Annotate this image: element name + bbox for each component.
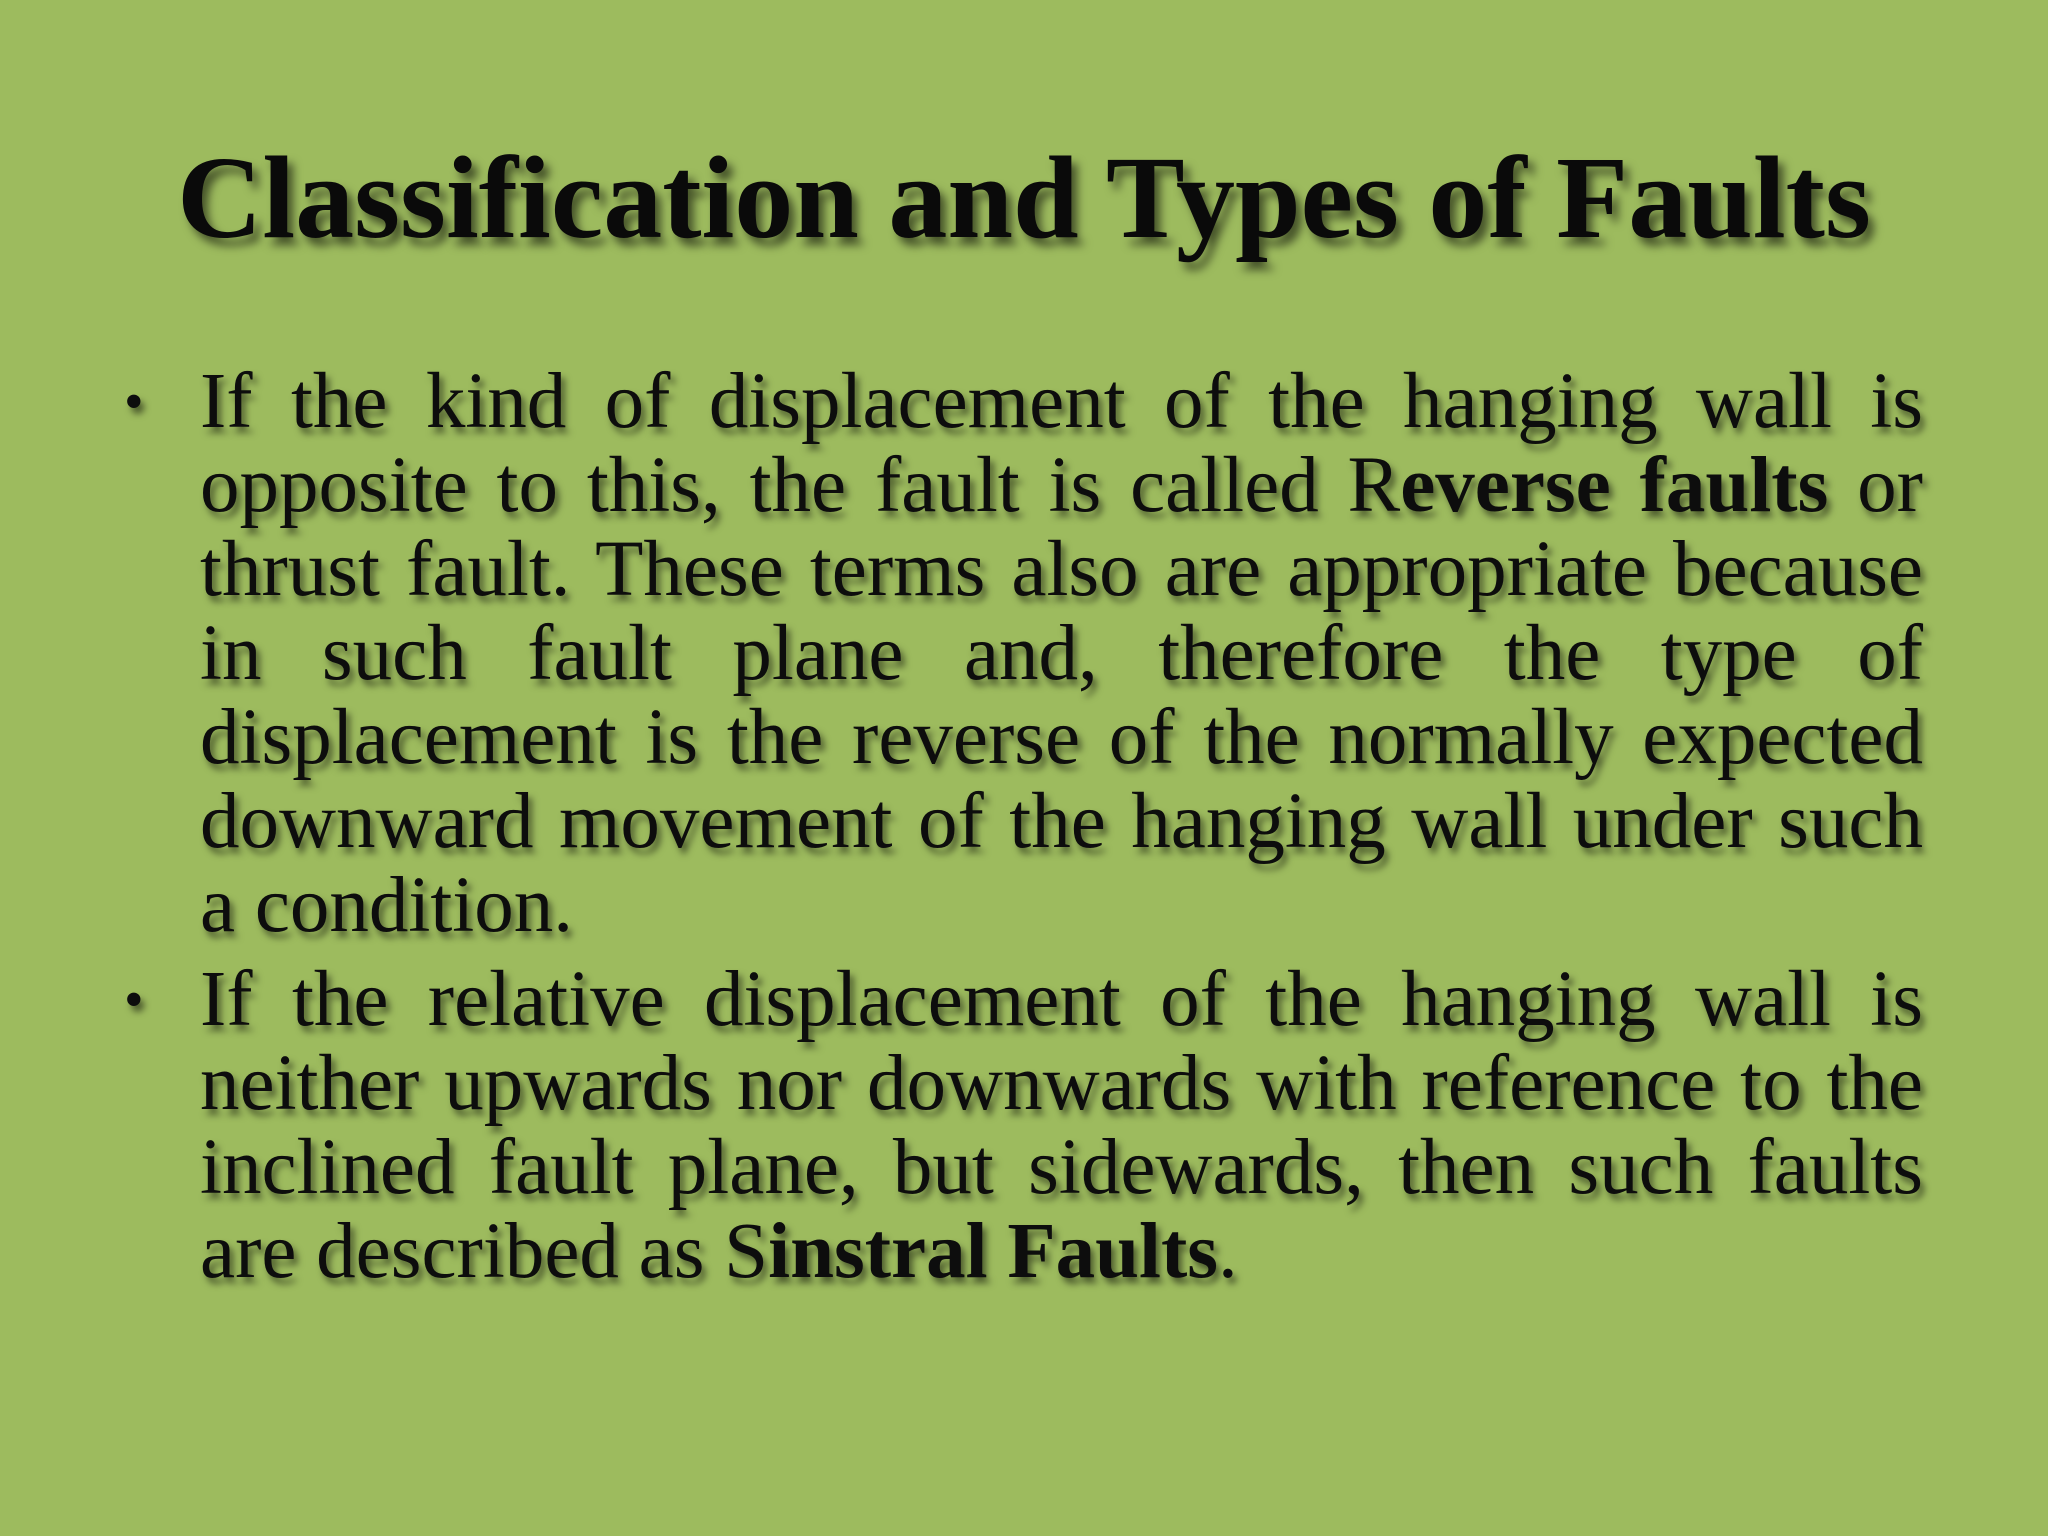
bullet-marker: • [124,969,144,1031]
bullet-item-reverse-faults [120,360,1923,948]
bullet-text-continued: . [1218,1208,1238,1295]
slide-title: Classification and Types of Faults [177,132,1871,263]
bullet-text-continued: or thrust fault. These terms also are appropriate because in such fault plane and, therefore the type of displacement is the reverse of the normally expected downward movement of the hanging wall under such a condition. [200,442,1923,949]
bullet-text: If the kind of displacement of the hanging wall is opposite to this, the fault is called R [200,358,1923,529]
bullet-marker: • [124,371,144,433]
bullet-bold-term: instral Faults [768,1208,1219,1295]
bullet-list [120,360,1923,1304]
bullet-bold-term: everse faults [1400,442,1829,529]
bullet-text: If the relative displacement of the hanging wall is neither upwards nor downwards with reference to the inclined fault plane, but sidewards, then such faults are described as S [200,956,1923,1295]
bullet-item-sinstral-faults [120,958,1923,1294]
